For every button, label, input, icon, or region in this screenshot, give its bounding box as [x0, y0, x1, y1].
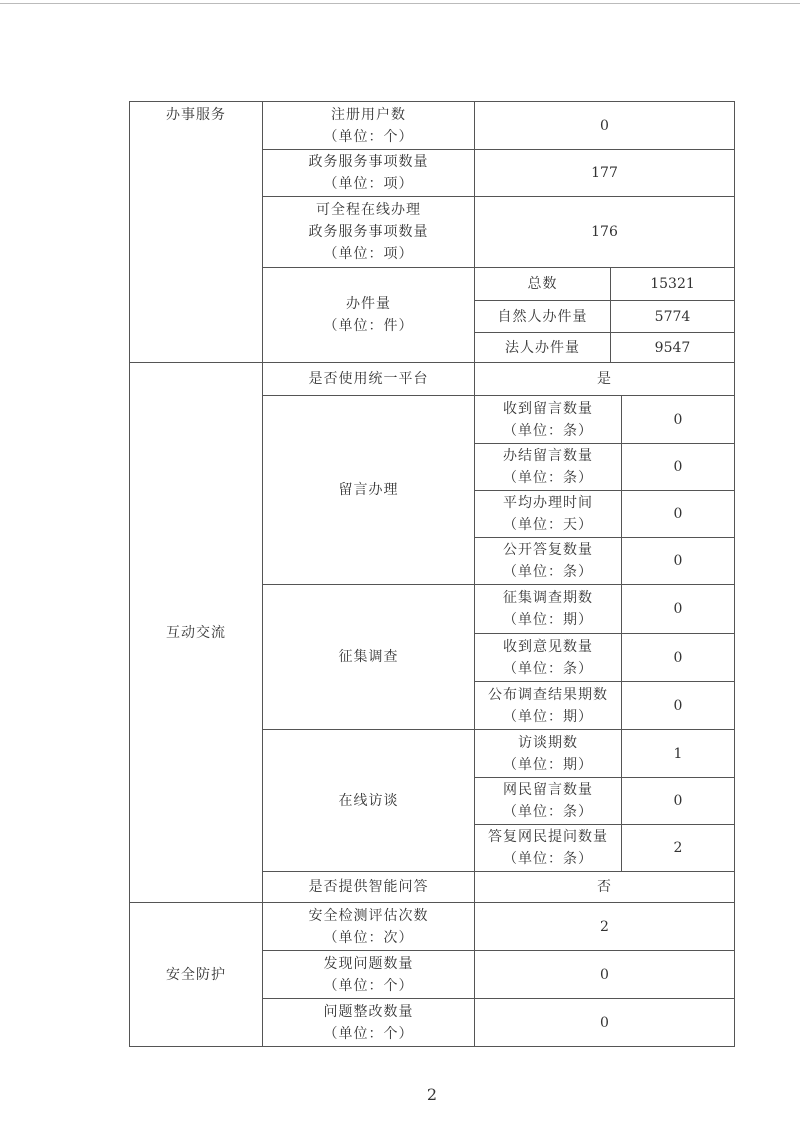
interview-periods-value: 1 — [673, 745, 683, 762]
label-text: 访谈期数 — [518, 734, 578, 751]
interview-periods-label — [475, 730, 621, 777]
cases-legal-value: 9547 — [654, 339, 691, 356]
unit-text: （单位：期） — [503, 708, 593, 725]
cases-label — [263, 268, 474, 362]
label-text: 公布调查结果期数 — [488, 686, 608, 703]
label-text: 政务服务事项数量 — [308, 224, 429, 240]
survey-periods-value: 0 — [673, 601, 683, 617]
service-items-value: 177 — [591, 165, 618, 181]
unit-text: （单位：条） — [503, 804, 593, 820]
label-text: 网民留言数量 — [503, 782, 593, 798]
survey-results-label — [475, 682, 621, 729]
unified-platform-value: 是 — [597, 371, 612, 387]
section-label-interaction: 互动交流 — [166, 624, 226, 641]
cases-total-label: 总数 — [527, 276, 558, 292]
unit-text: （单位：天） — [503, 517, 593, 533]
label-text: 公开答复数量 — [503, 542, 593, 558]
opinions-label — [475, 634, 621, 681]
received-messages-value: 0 — [673, 411, 683, 428]
online-items-label — [263, 197, 474, 267]
answered-questions-value: 2 — [673, 840, 683, 856]
netizen-messages-value: 0 — [673, 793, 683, 809]
label-text: 可全程在线办理 — [316, 202, 421, 218]
label-text: 政务服务事项数量 — [308, 154, 429, 170]
survey-group-label: 征集调查 — [338, 649, 399, 665]
unit-text: （单位：次） — [323, 929, 414, 946]
security-checks-value: 2 — [600, 918, 609, 935]
page-number: 2 — [426, 1085, 438, 1104]
label-text: 问题整改数量 — [323, 1003, 414, 1020]
smart-qa-label: 是否提供智能问答 — [308, 879, 429, 895]
public-replies-label — [475, 538, 621, 584]
unit-text: （单位：期） — [503, 756, 593, 773]
cases-total-value: 15321 — [650, 276, 695, 292]
cases-natural-label: 自然人办件量 — [497, 308, 588, 325]
label-text: 发现问题数量 — [323, 955, 414, 972]
top-edge-line — [0, 3, 800, 4]
issues-found-value: 0 — [600, 966, 609, 983]
table-border-bottom — [129, 1046, 735, 1047]
survey-results-value: 0 — [673, 697, 683, 714]
unit-text: （单位：条） — [503, 470, 593, 486]
netizen-messages-label — [475, 778, 621, 824]
issues-found-label — [263, 951, 474, 998]
smart-qa-value: 否 — [597, 879, 612, 895]
public-replies-value: 0 — [673, 553, 683, 569]
cases-natural-value: 5774 — [654, 308, 691, 325]
cases-legal-label: 法人办件量 — [505, 339, 580, 356]
section-label-security: 安全防护 — [166, 966, 226, 983]
unit-text: （单位：条） — [503, 422, 593, 439]
label-text: 平均办理时间 — [503, 495, 593, 511]
closed-messages-label — [475, 444, 621, 490]
label-text: 注册用户数 — [331, 106, 406, 123]
section-label-service: 办事服务 — [166, 107, 226, 123]
registered-users-label — [263, 102, 474, 149]
avg-time-value: 0 — [673, 506, 683, 522]
label-text: 征集调查期数 — [503, 590, 593, 606]
avg-time-label — [475, 491, 621, 537]
service-items-label — [263, 150, 474, 196]
answered-questions-label — [475, 825, 621, 871]
security-checks-label — [263, 903, 474, 950]
label-text: 收到意见数量 — [503, 638, 593, 655]
opinions-value: 0 — [673, 649, 683, 666]
online-items-value: 176 — [591, 224, 618, 240]
interview-group-label: 在线访谈 — [338, 792, 399, 809]
unit-text: （单位：个） — [323, 128, 414, 145]
survey-periods-label — [475, 585, 621, 633]
unit-text: （单位：期） — [503, 612, 593, 628]
issues-fixed-label — [263, 999, 474, 1046]
label-text: 办结留言数量 — [503, 448, 593, 464]
messages-group-label: 留言办理 — [338, 482, 399, 498]
label-text: 办件量 — [346, 296, 391, 312]
unit-text: （单位：条） — [503, 660, 593, 677]
registered-users-value: 0 — [600, 117, 609, 134]
unit-text: （单位：条） — [503, 564, 593, 580]
closed-messages-value: 0 — [673, 459, 683, 475]
label-text: 收到留言数量 — [503, 400, 593, 417]
unit-text: （单位：条） — [503, 851, 593, 867]
unit-text: （单位：项） — [323, 246, 414, 262]
unit-text: （单位：项） — [323, 176, 414, 192]
unified-platform-label: 是否使用统一平台 — [308, 371, 429, 387]
label-text: 答复网民提问数量 — [488, 829, 608, 845]
table-border-right — [734, 101, 735, 1047]
label-text: 安全检测评估次数 — [308, 907, 429, 924]
unit-text: （单位：个） — [323, 977, 414, 994]
received-messages-label — [475, 396, 621, 443]
issues-fixed-value: 0 — [600, 1014, 609, 1031]
unit-text: （单位：个） — [323, 1025, 414, 1042]
unit-text: （单位：件） — [323, 318, 414, 334]
